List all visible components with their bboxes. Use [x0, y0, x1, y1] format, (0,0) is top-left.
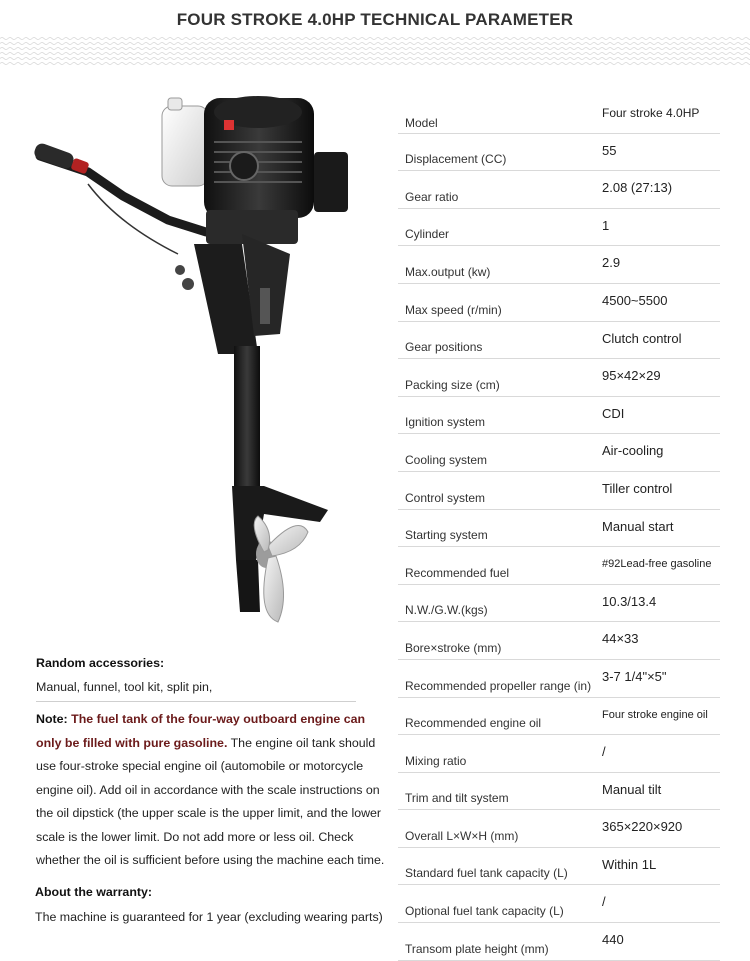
spec-row	[398, 246, 720, 284]
spec-row	[398, 510, 720, 548]
spec-value: 4500~5500	[602, 292, 668, 308]
spec-label: Optional fuel tank capacity (L)	[405, 904, 564, 919]
spec-row	[398, 284, 720, 322]
spec-label: Cooling system	[405, 452, 488, 467]
accessories-heading: Random accessories:	[36, 656, 165, 670]
spec-label: Ignition system	[405, 415, 486, 430]
note-line-1	[36, 708, 406, 732]
spec-value: Manual tilt	[602, 781, 662, 797]
spec-row	[398, 698, 720, 736]
warranty-text: The machine is guaranteed for 1 year (excluding wearing parts)	[35, 910, 383, 924]
spec-label: Overall L×W×H (mm)	[405, 828, 519, 843]
spec-label: Recommended propeller range (in)	[405, 678, 592, 693]
spec-row	[398, 923, 720, 961]
spec-value: Four stroke engine oil	[602, 708, 708, 721]
spec-label: N.W./G.W.(kgs)	[405, 603, 488, 618]
spec-value: #92Lead-free gasoline	[602, 558, 712, 571]
accessories-text: Manual, funnel, tool kit, split pin,	[36, 679, 213, 694]
spec-row	[398, 472, 720, 510]
spec-label: Transom plate height (mm)	[405, 941, 549, 956]
warranty-section	[35, 880, 383, 930]
spec-label: Cylinder	[405, 227, 450, 242]
page-title: FOUR STROKE 4.0HP TECHNICAL PARAMETER	[176, 10, 574, 29]
note-line-3: use four-stroke special engine oil (automobile or motorcycle	[36, 759, 364, 773]
spec-value: Manual start	[602, 518, 674, 534]
spec-row	[398, 885, 720, 923]
spec-table	[398, 96, 720, 961]
divider	[36, 701, 356, 702]
spec-row	[398, 434, 720, 472]
spec-label: Recommended engine oil	[405, 716, 542, 731]
note-line-6: scale is the lower limit. Do not add more or less oil. Check	[36, 829, 354, 844]
spec-label: Gear positions	[405, 340, 483, 355]
spec-row	[398, 773, 720, 811]
spec-value: Air-cooling	[602, 443, 664, 459]
spec-label: Max speed (r/min)	[405, 302, 502, 317]
spec-label: Starting system	[405, 528, 488, 543]
spec-row	[398, 585, 720, 623]
spec-label: Mixing ratio	[405, 753, 467, 768]
spec-value: Tiller control	[602, 480, 673, 496]
spec-label: Displacement (CC)	[405, 152, 507, 167]
spec-label: Control system	[405, 490, 486, 505]
spec-label: Model	[405, 115, 438, 130]
spec-value: 1	[602, 217, 610, 233]
spec-row	[398, 810, 720, 848]
spec-value: 10.3/13.4	[602, 593, 657, 609]
page-header	[0, 0, 750, 44]
note-line-2-rest: The engine oil tank should	[227, 735, 376, 750]
spec-row	[398, 209, 720, 247]
note-line-7: whether the oil is sufficient before using the machine each time.	[36, 853, 385, 867]
spec-row	[398, 322, 720, 360]
note-line-4: engine oil). Add oil in accordance with the scale instructions on	[36, 782, 380, 797]
spec-value: 365×220×920	[602, 819, 683, 835]
spec-row	[398, 96, 720, 134]
spec-row	[398, 547, 720, 585]
warranty-heading: About the warranty:	[35, 885, 153, 899]
spec-label: Trim and tilt system	[405, 791, 509, 806]
spec-value: 2.9	[602, 255, 621, 271]
spec-label: Gear ratio	[405, 189, 459, 204]
outboard-engine-image	[28, 84, 378, 644]
spec-row	[398, 397, 720, 435]
spec-label: Recommended fuel	[405, 565, 510, 580]
spec-value: 2.08 (27:13)	[602, 180, 673, 196]
spec-row	[398, 134, 720, 172]
notes-section	[36, 652, 406, 873]
spec-label: Packing size (cm)	[405, 377, 500, 392]
spec-row	[398, 359, 720, 397]
spec-value: CDI	[602, 405, 625, 421]
note-warning-2: only be filled with pure gasoline.	[36, 735, 228, 750]
spec-row	[398, 622, 720, 660]
spec-value: 95×42×29	[602, 368, 661, 384]
spec-value: /	[602, 744, 606, 760]
spec-value: 55	[602, 142, 617, 158]
spec-row	[398, 735, 720, 773]
note-line-5: the oil dipstick (the upper scale is the upper limit, and the lower	[36, 806, 382, 820]
spec-value: Clutch control	[602, 330, 682, 346]
spec-label: Standard fuel tank capacity (L)	[405, 866, 568, 881]
spec-row	[398, 848, 720, 886]
note-label: Note:	[36, 712, 68, 726]
spec-label: Bore×stroke (mm)	[405, 640, 502, 655]
spec-value: 44×33	[602, 631, 639, 647]
spec-value: 440	[602, 932, 624, 948]
spec-label: Max.output (kw)	[405, 264, 491, 279]
spec-value: Within 1L	[602, 856, 657, 872]
note-line-2	[36, 732, 406, 756]
spec-value: 3-7 1/4"×5"	[602, 668, 667, 684]
note-warning-1: The fuel tank of the four-way outboard engine can	[71, 712, 366, 726]
header-wave-pattern	[0, 36, 750, 66]
spec-value: Four stroke 4.0HP	[602, 106, 700, 120]
spec-row	[398, 660, 720, 698]
spec-row	[398, 171, 720, 209]
spec-value: /	[602, 894, 606, 910]
